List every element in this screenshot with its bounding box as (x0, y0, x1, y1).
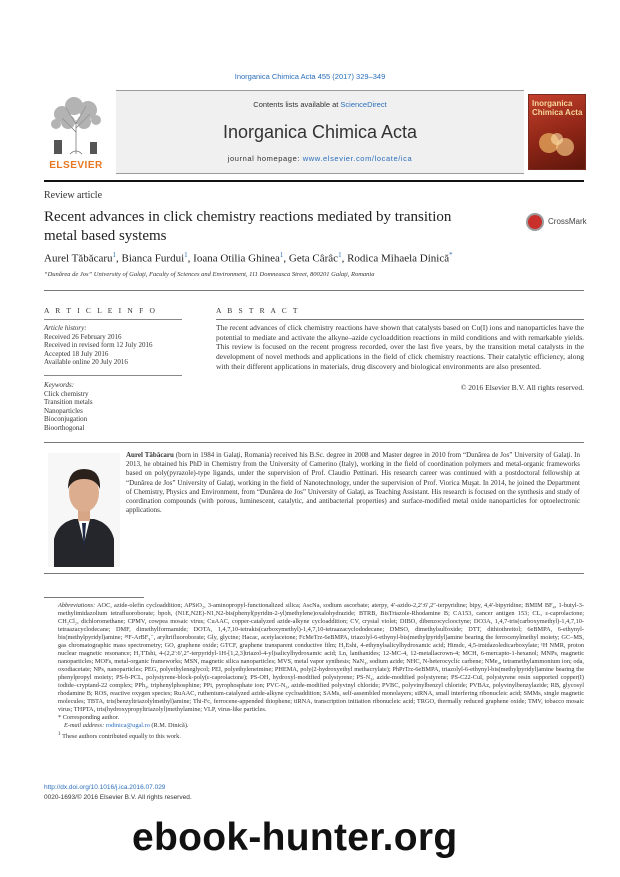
biography-text (126, 451, 580, 515)
author-name[interactable]: Aurel Tăbăcaru (44, 252, 113, 265)
author-footnote-marker[interactable]: 1 (338, 251, 342, 259)
author-name[interactable]: Rodica Mihaela Dinică (347, 252, 450, 265)
contents-prefix: Contents lists available at (253, 100, 341, 109)
bio-body: (born in 1984 in Galaţi, Romania) received his B.Sc. degree in 2008 and Master degree in 2010 from “Dunărea de Jos” University of Galaţi. In 2013, he obtained his PhD in Chemistry from the University of Camerino (Italy), working in the field of coordination polymers and metal-organic frameworks based on poly(pyrazole)-type ligands, under the supervision of Prof. Claudio Pettinari. His research career was continued with a postdoctoral fellowship at “Dunărea de Jos” University of Galaţi, working in the field of Nanotechnology, under the supervision of Prof. Viorica Muşat. In 2014, he joined the Department of Chemistry, Physics and Environment, from “Dunărea de Jos” University of Galaţi, as Teaching Assistant. His research is focused on the synthesis and study of coordination compounds (with porous, luminescent, catalytic, and antibacterial properties) and surface-modified metal oxide nanoparticles for optoelectronic applications. (126, 451, 580, 515)
asterisk-marker: * (58, 714, 63, 721)
crossmark-label: CrossMark (548, 217, 587, 226)
journal-homepage (116, 154, 524, 163)
author-footnote-marker[interactable]: 1 (184, 251, 188, 259)
crossmark-button[interactable] (526, 213, 588, 231)
equal-contribution-marker: 1 (58, 731, 61, 737)
elsevier-logo[interactable] (44, 90, 108, 174)
keywords-divider (44, 375, 182, 376)
contents-line (116, 100, 524, 109)
article-info-divider (44, 319, 182, 320)
author-separator: , (116, 252, 122, 265)
email-owner: (R.M. Dinică). (149, 722, 189, 729)
history-item: Accepted 18 July 2016 (44, 349, 109, 358)
masthead (44, 90, 584, 174)
article-info-heading: A R T I C L E I N F O (44, 306, 158, 315)
watermark: ebook-hunter.org (132, 816, 458, 859)
homepage-prefix: journal homepage: (227, 154, 303, 163)
doi-link[interactable]: http://dx.doi.org/10.1016/j.ica.2016.07.029 (44, 784, 166, 791)
keyword-item: Bioorthogonal (44, 423, 85, 432)
abbreviations-text: AOC, azide-olefin cycloaddition; APSiO₂, 3-aminopropyl-functionalized silica; AscNa, sodium ascorbate; aterpy, 4′-azido-2,2′:6′,2″-terpyridine; bipy, 4,4′-bipyridine; BMIM BF₄, 1-butyl-3-methylimidazolium tetrafluoroborate; bpoh, (N1E,N2E)-N1,N2-bis(phenyl(pyridin-2-yl)methylene)oxalohydrazide; BTRB, BisTriazole-Rhodamine B; CA153, cancer antigen 153; CL, ε-caprolactone; CH₂Cl₂, dichloromethane; CPMV, cowpea mosaic virus; CuAAC, copper-catalyzed azide-alkyne cycloaddition; CV, crystal violet; DIBO, dibenzocyclooctyne; DO3A, 1,4,7-tris(carboxymethyl)-1,4,7,10-tetraazacyclodecane; DMF, dimethylformamide; DOTA, 1,4,7,10-tetrakis(carboxymethyl)-1,4,7,10-tetraazacyclododecane; DMSO, dimethylsulfoxide; DTT, dithiothreitol; 6eBMPA, 6-ethynyl-bis(methylpyridyl)amine; ¹⁸F-ArBF₃⁻, aryltrifluoroborate; Gly, glycine; Hacac, acetylacetone; FcMeTrz-6eBMPA, triazolyl-6-ethynyl-bis(methylpyridyl)amine bearing the ferrocenylmethyl moiety; GC–MS, gas chromatographic mass spectrometry; GO, graphene oxide; GTCF, graphene transparent conductive film; H₂Eshi, 4-ethynylsalicylhydroxamic acid; Himdc, 4,5-imidazoledicarboxylate; ¹H NMR, proton nuclear magnetic resonance; H₂TTshi, 4-(2,2′:6′,2″-terpyridyl-1H-[1,2,3]triazol-4-yl)salicylhydroxamic acid; Ln, lanthanides; 12-MC-4, 12-metallacrown-4; MCH, 6-mercapto-1-hexanol; MNPs, magnetic nanoparticles; MOFs, metal-organic frameworks; MSN, magnetic silica nanoparticles; MVS, metal vapor synthesis; NaN₃, sodium azide; NHC, N-heterocyclic carbene; NMe₄, tetramethylammonium ion; oda, oxodiacetate; NPs, nanoparticles; PEG, polyethyleneglycol; PEI, polyethyleneimine; PHEMA, poly(2-hydroxyethyl methacrylate); PhPrTrz-6eBMPA, triazolyl-6-ethynyl-bis(methylpyridyl)amine bearing the phenylpropyl moiety; PS-b-PCL, polystyrene-block-poly(ε-caprolactone); PS-OH, hydroxyl-modified polystyrene; PS-N₃, azide-modified polystyrene; PS-C22-CuI, polystyrene resin supported copper(I) iodide–cryptand-22 complex; PPh₃, triphenylphosphine; PPi, pyrophosphate ion; PVC-N₃, azide-modified polyvinyl chloride; PVBC, polyvinylbenzyl chloride; PVBAz, polyvinylbenzylazide; RB, glycosyl rhodamine B; ROS, reactive oxygen species; RuAAC, ruthenium-catalyzed azide-alkyne cycloaddition; SAMs, self-assembled monolayers; siRNA, small interfering ribonucleic acid; SMMs, single magnetic molecules; TBTA, tris(benzyltriazolylmethyl)amine; Thi-Fc, ferrocene-appended thiophene; tiRNA, transcription initiation ribonucleic acid; TRGO, thermally reduced graphene oxide; TMV, tobacco mosaic virus; THPTA, tris(hydroxypropyltriazolyl)methylamine; VLP, virus-like particles. (58, 602, 584, 713)
author-name[interactable]: Geta Cârâc (288, 252, 339, 265)
publisher-name: ELSEVIER (49, 160, 103, 171)
corresponding-text: Corresponding author. (62, 714, 120, 721)
abstract-copyright: © 2016 Elsevier B.V. All rights reserved. (460, 383, 584, 392)
abstract-heading: A B S T R A C T (216, 306, 300, 315)
equal-contribution-note (44, 730, 584, 741)
cover-artwork-icon (535, 129, 581, 159)
corresponding-author-marker[interactable]: * (449, 251, 453, 259)
header-divider (44, 180, 584, 182)
author-separator: , (283, 252, 289, 265)
author-separator: , (341, 252, 348, 265)
article-title: Recent advances in click chemistry reactions mediated by transition metal based systems (44, 209, 452, 244)
cover-title: Inorganica Chimica Acta (532, 99, 583, 117)
history-item: Received in revised form 12 July 2016 (44, 341, 153, 350)
history-item: Received 26 February 2016 (44, 332, 122, 341)
footnote-divider (44, 597, 144, 598)
issn-copyright: 0020-1693/© 2016 Elsevier B.V. All rights reserved. (44, 794, 192, 801)
journal-title: Inorganica Chimica Acta (222, 122, 418, 142)
keywords-header: Keywords: (44, 381, 75, 389)
corresponding-author-note (44, 714, 584, 722)
footnotes (44, 602, 584, 741)
article-history (44, 324, 182, 367)
article-type: Review article (44, 190, 103, 201)
elsevier-tree-icon (44, 90, 108, 162)
history-header: Article history: (44, 324, 87, 332)
author-biography (44, 442, 584, 574)
journal-reference[interactable]: Inorganica Chimica Acta 455 (2017) 329–349 (234, 72, 386, 81)
author-list (44, 251, 584, 265)
journal-banner (116, 90, 524, 174)
abbreviations-label: Abbreviations: (58, 602, 96, 609)
author-separator: , (187, 252, 194, 265)
author-name[interactable]: Ioana Otilia Ghinea (193, 252, 280, 265)
history-item: Available online 20 July 2016 (44, 358, 128, 367)
section-divider (44, 290, 584, 291)
author-photo (48, 453, 120, 567)
homepage-link[interactable]: www.elsevier.com/locate/ica (302, 154, 413, 163)
bio-author-name: Aurel Tăbăcaru (126, 451, 174, 459)
email-label: E-mail address: (64, 722, 106, 729)
keyword-item: Transition metals (44, 398, 93, 407)
author-name[interactable]: Bianca Furdui (121, 252, 185, 265)
sciencedirect-link[interactable]: ScienceDirect (340, 100, 387, 109)
author-footnote-marker[interactable]: 1 (279, 251, 284, 259)
keywords-list (44, 381, 182, 433)
keyword-item: Nanoparticles (44, 406, 83, 415)
author-footnote-marker[interactable]: 1 (112, 251, 117, 259)
email-note (44, 722, 584, 730)
abbreviations-footnote (44, 602, 584, 714)
abstract-text: The recent advances of click chemistry reactions have shown that catalysts based on Cu(I) ions and nanoparticles have the potential to mediate and activate the alkyne–azide cycloaddition reactions in mild conditions and with remarkable yields. This review is focused on the recent progress recorded, over the last five years, by the transition metal catalysts in the development of novel methods and applications in the field of click chemistry reactions. Their catalytic efficiency, along with their different applications in materials, drug discovery and biological environments are also presented. (216, 323, 584, 371)
equal-contribution-text: These authors contributed equally to this work. (62, 733, 181, 741)
abstract-divider (216, 319, 584, 320)
keyword-item: Bioconjugation (44, 415, 88, 424)
keyword-item: Click chemistry (44, 389, 89, 398)
journal-cover-thumbnail[interactable] (528, 94, 586, 170)
crossmark-icon (526, 213, 544, 231)
email-link[interactable]: rodinica@ugal.ro (105, 722, 150, 729)
affiliation: “Dunărea de Jos” University of Galaţi, Faculty of Sciences and Environment, 111 Domneasca Street, 800201 Galaţi, Romania (44, 271, 375, 278)
